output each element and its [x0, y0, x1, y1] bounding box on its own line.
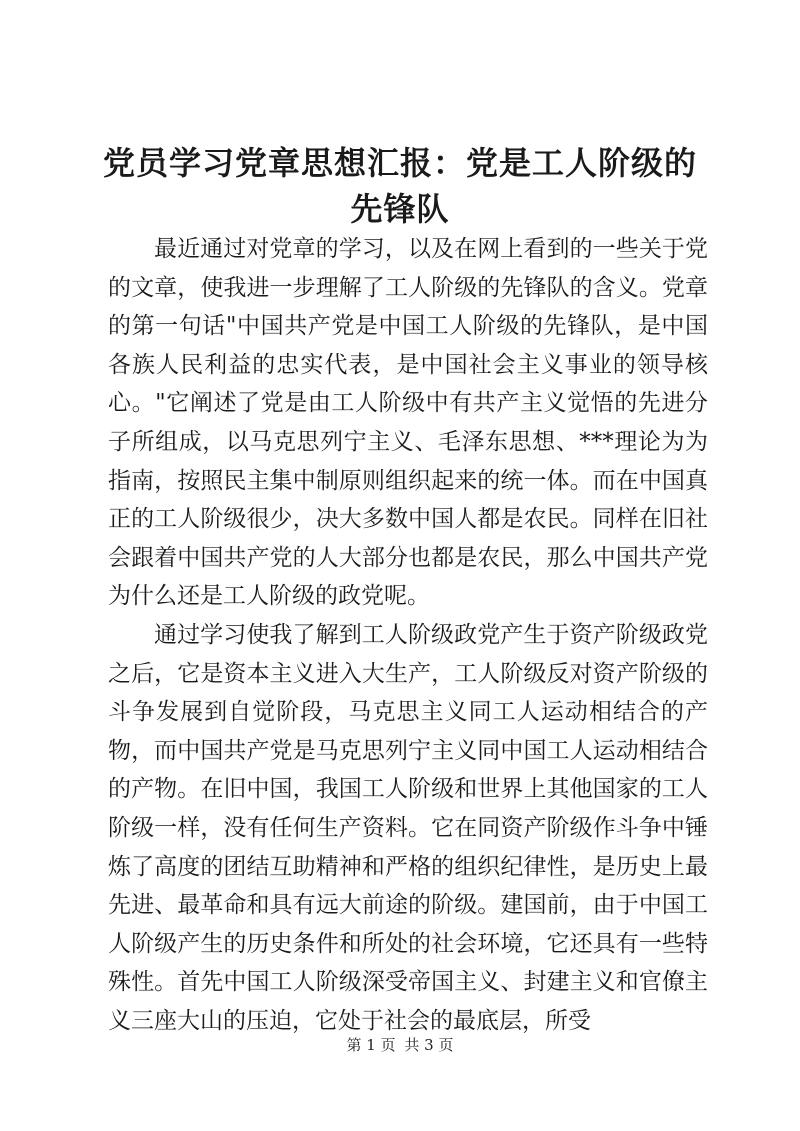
page-number: 第 1 页: [346, 1036, 396, 1054]
paragraph: 最近通过对党章的学习，以及在网上看到的一些关于党的文章，使我进一步理解了工人阶级的先锋队的含义。党章的第一句话"中国共产党是中国工人阶级的先锋队，是中国各族人民利益的忠实代表，是中国社会主义事业的领导核心。"它阐述了党是由工人阶级中有共产主义觉悟的先进分子所组成，以马克思列宁主义、毛泽东思想、***理论为为指南，按照民主集中制原则组织起来的统一体。而在中国真正的工人阶级很少，决大多数中国人都是农民。同样在旧社会跟着中国共产党的人大部分也都是农民，那么中国共产党为什么还是工人阶级的政党呢。: [108, 236, 708, 610]
document-body: [108, 230, 708, 1040]
paragraph: 通过学习使我了解到工人阶级政党产生于资产阶级政党之后，它是资本主义进入大生产，工人阶级反对资产阶级的斗争发展到自觉阶段，马克思主义同工人运动相结合的产物，而中国共产党是马克思列宁主义同中国工人运动相结合的产物。在旧中国，我国工人阶级和世界上其他国家的工人阶级一样，没有任何生产资料。它在同资产阶级作斗争中锤炼了高度的团结互助精神和严格的组织纪律性，是历史上最先进、最革命和具有远大前途的阶级。建国前，由于中国工人阶级产生的历史条件和所处的社会环境，它还具有一些特殊性。首先中国工人阶级深受帝国主义、封建主义和官僚主义三座大山的压迫，它处于社会的最底层，所受: [108, 621, 708, 1034]
document-title: 党员学习党章思想汇报：党是工人阶级的先锋队: [102, 144, 697, 228]
page-total: 共 3 页: [404, 1036, 454, 1054]
page-footer: [0, 1035, 800, 1055]
